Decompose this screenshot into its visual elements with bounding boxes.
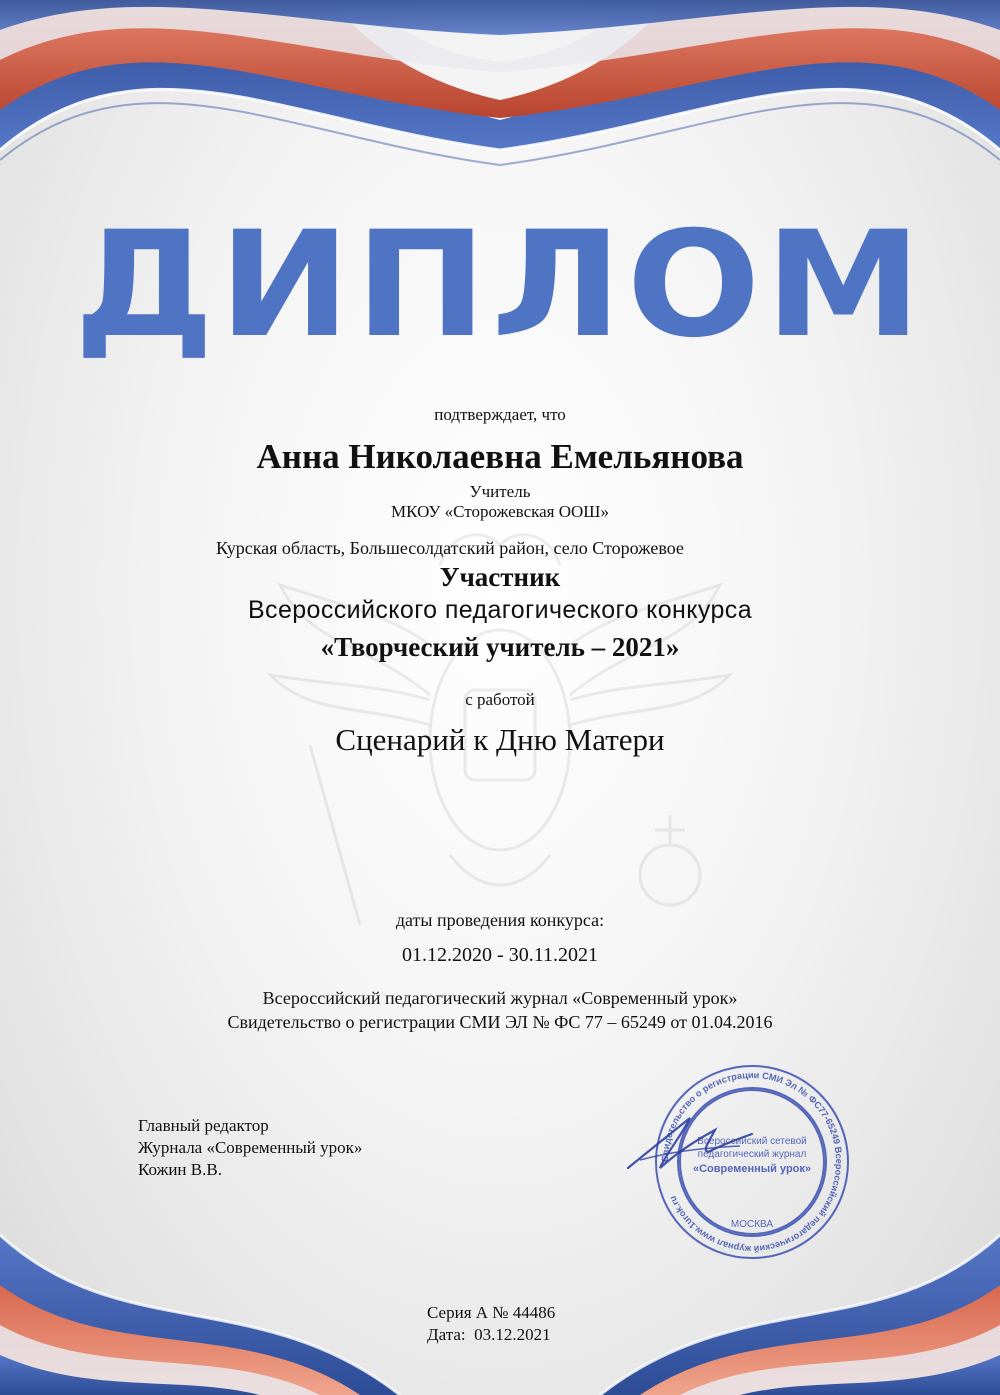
with-work-label: с работой xyxy=(465,690,535,709)
contest-dates-value: 01.12.2020 - 30.11.2021 xyxy=(402,944,598,966)
participant-status: Участник xyxy=(439,562,561,592)
recipient-name: Анна Николаевна Емельянова xyxy=(256,437,744,476)
contest-name: «Творческий учитель – 2021» xyxy=(320,632,680,662)
journal-name: Всероссийский педагогический журнал «Современный урок» xyxy=(262,988,738,1008)
contest-type: Всероссийского педагогического конкурса xyxy=(247,596,753,624)
stamp-inner-line2: педагогический журнал xyxy=(697,1149,807,1160)
serial-block xyxy=(427,1302,555,1346)
stamp-outer-text: Свидетельство о регистрации СМИ Эл № ФС77-65249 Всероссийский педагогический журнал www.1urok.ru xyxy=(659,1069,845,1255)
editor-block xyxy=(138,1115,362,1181)
work-title: Сценарий к Дню Матери xyxy=(335,722,665,757)
stamp-city: МОСКВА xyxy=(730,1219,774,1230)
recipient-school: МКОУ «Сторожевская ООШ» xyxy=(391,502,609,521)
diploma-title: ДИПЛОМ xyxy=(73,200,927,370)
serial-number: Серия А № 44486 xyxy=(427,1303,556,1322)
recipient-region: Курская область, Большесолдатский район, село Сторожевое xyxy=(216,538,684,558)
editor-title: Главный редактор xyxy=(138,1116,269,1135)
confirms-text: подтверждает, что xyxy=(434,405,566,424)
issue-date: Дата: 03.12.2021 xyxy=(427,1325,551,1344)
editor-name: Кожин В.В. xyxy=(138,1160,222,1179)
stamp-inner-line1: Всероссийский сетевой xyxy=(697,1136,807,1147)
recipient-position: Учитель xyxy=(469,482,531,501)
registration-certificate: Свидетельство о регистрации СМИ ЭЛ № ФС 77 – 65249 от 01.04.2016 xyxy=(227,1012,773,1032)
editor-journal: Журнала «Современный урок» xyxy=(138,1138,363,1157)
stamp-inner-line3: «Современный урок» xyxy=(692,1163,812,1175)
editor-signature xyxy=(620,1110,760,1180)
contest-dates-label: даты проведения конкурса: xyxy=(395,910,605,930)
